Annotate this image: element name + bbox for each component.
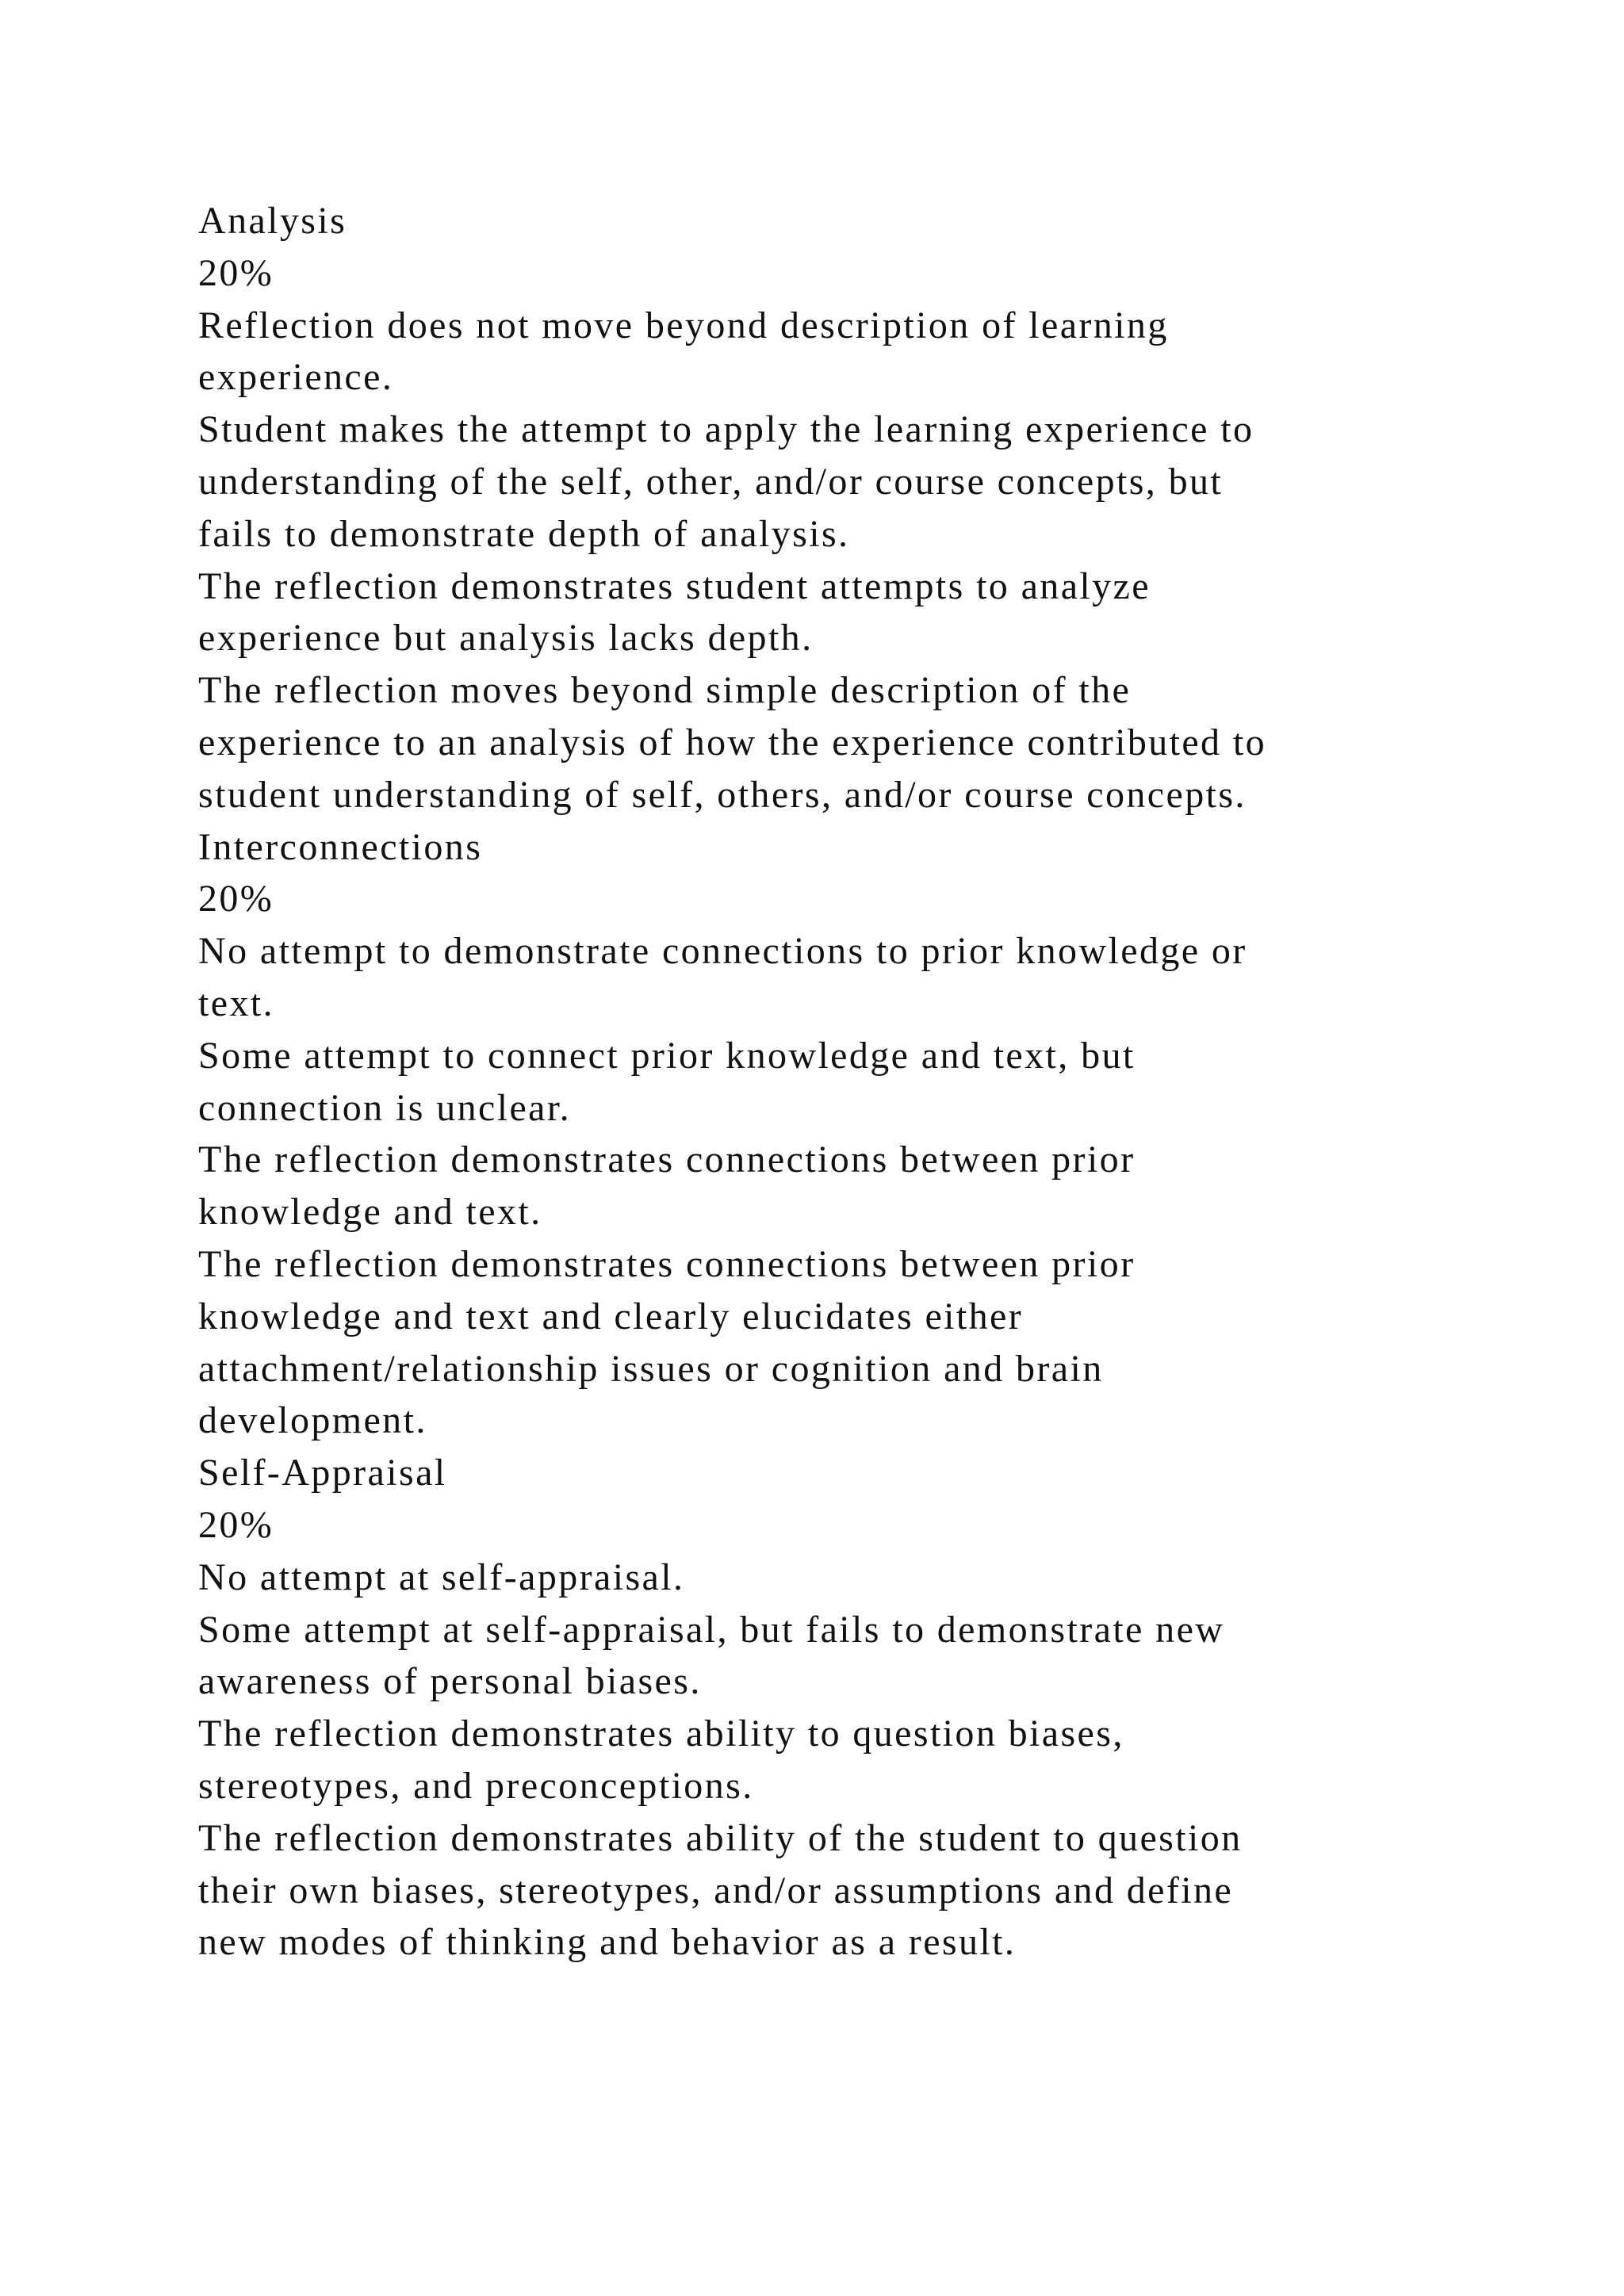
text-line: No attempt at self-appraisal. <box>198 1556 685 1598</box>
text-line: understanding of the self, other, and/or course concepts, but <box>198 460 1224 503</box>
criterion-weight: 20% <box>198 251 274 294</box>
text-line: awareness of personal biases. <box>198 1660 702 1703</box>
text-line: Some attempt to connect prior knowledge and text, but <box>198 1034 1136 1077</box>
text-line: The reflection demonstrates connections between prior <box>198 1242 1136 1285</box>
text-line: fails to demonstrate depth of analysis. <box>198 512 850 555</box>
rubric-text <box>198 195 1546 1969</box>
text-line: new modes of thinking and behavior as a result. <box>198 1921 1017 1964</box>
text-line: student understanding of self, others, and/or course concepts. <box>198 773 1247 816</box>
text-line: The reflection demonstrates connections between prior <box>198 1138 1136 1181</box>
text-line: experience but analysis lacks depth. <box>198 617 814 660</box>
text-line: experience. <box>198 356 394 399</box>
text-line: Reflection does not move beyond description of learning <box>198 304 1169 346</box>
criterion-heading: Self-Appraisal <box>198 1452 447 1494</box>
criterion-weight: 20% <box>198 1503 274 1546</box>
criterion-weight: 20% <box>198 878 274 920</box>
criterion-heading: Analysis <box>198 200 347 242</box>
text-line: knowledge and text. <box>198 1191 542 1234</box>
text-line: connection is unclear. <box>198 1086 571 1129</box>
text-line: experience to an analysis of how the experience contributed to <box>198 721 1266 763</box>
text-line: No attempt to demonstrate connections to prior knowledge or <box>198 930 1247 973</box>
text-line: their own biases, stereotypes, and/or assumptions and define <box>198 1869 1234 1911</box>
text-line: development. <box>198 1399 427 1442</box>
text-line: The reflection demonstrates ability to question biases, <box>198 1712 1124 1755</box>
text-line: text. <box>198 982 274 1024</box>
text-line: Some attempt at self-appraisal, but fails to demonstrate new <box>198 1608 1225 1651</box>
text-line: The reflection demonstrates student attempts to analyze <box>198 564 1151 607</box>
text-line: The reflection moves beyond simple description of the <box>198 669 1132 712</box>
text-line: stereotypes, and preconceptions. <box>198 1764 754 1807</box>
text-line: The reflection demonstrates ability of the student to question <box>198 1816 1243 1859</box>
text-line: knowledge and text and clearly elucidates either <box>198 1295 1024 1337</box>
text-line: Student makes the attempt to apply the learning experience to <box>198 408 1254 451</box>
text-line: attachment/relationship issues or cognition and brain <box>198 1347 1104 1390</box>
criterion-heading: Interconnections <box>198 825 483 868</box>
